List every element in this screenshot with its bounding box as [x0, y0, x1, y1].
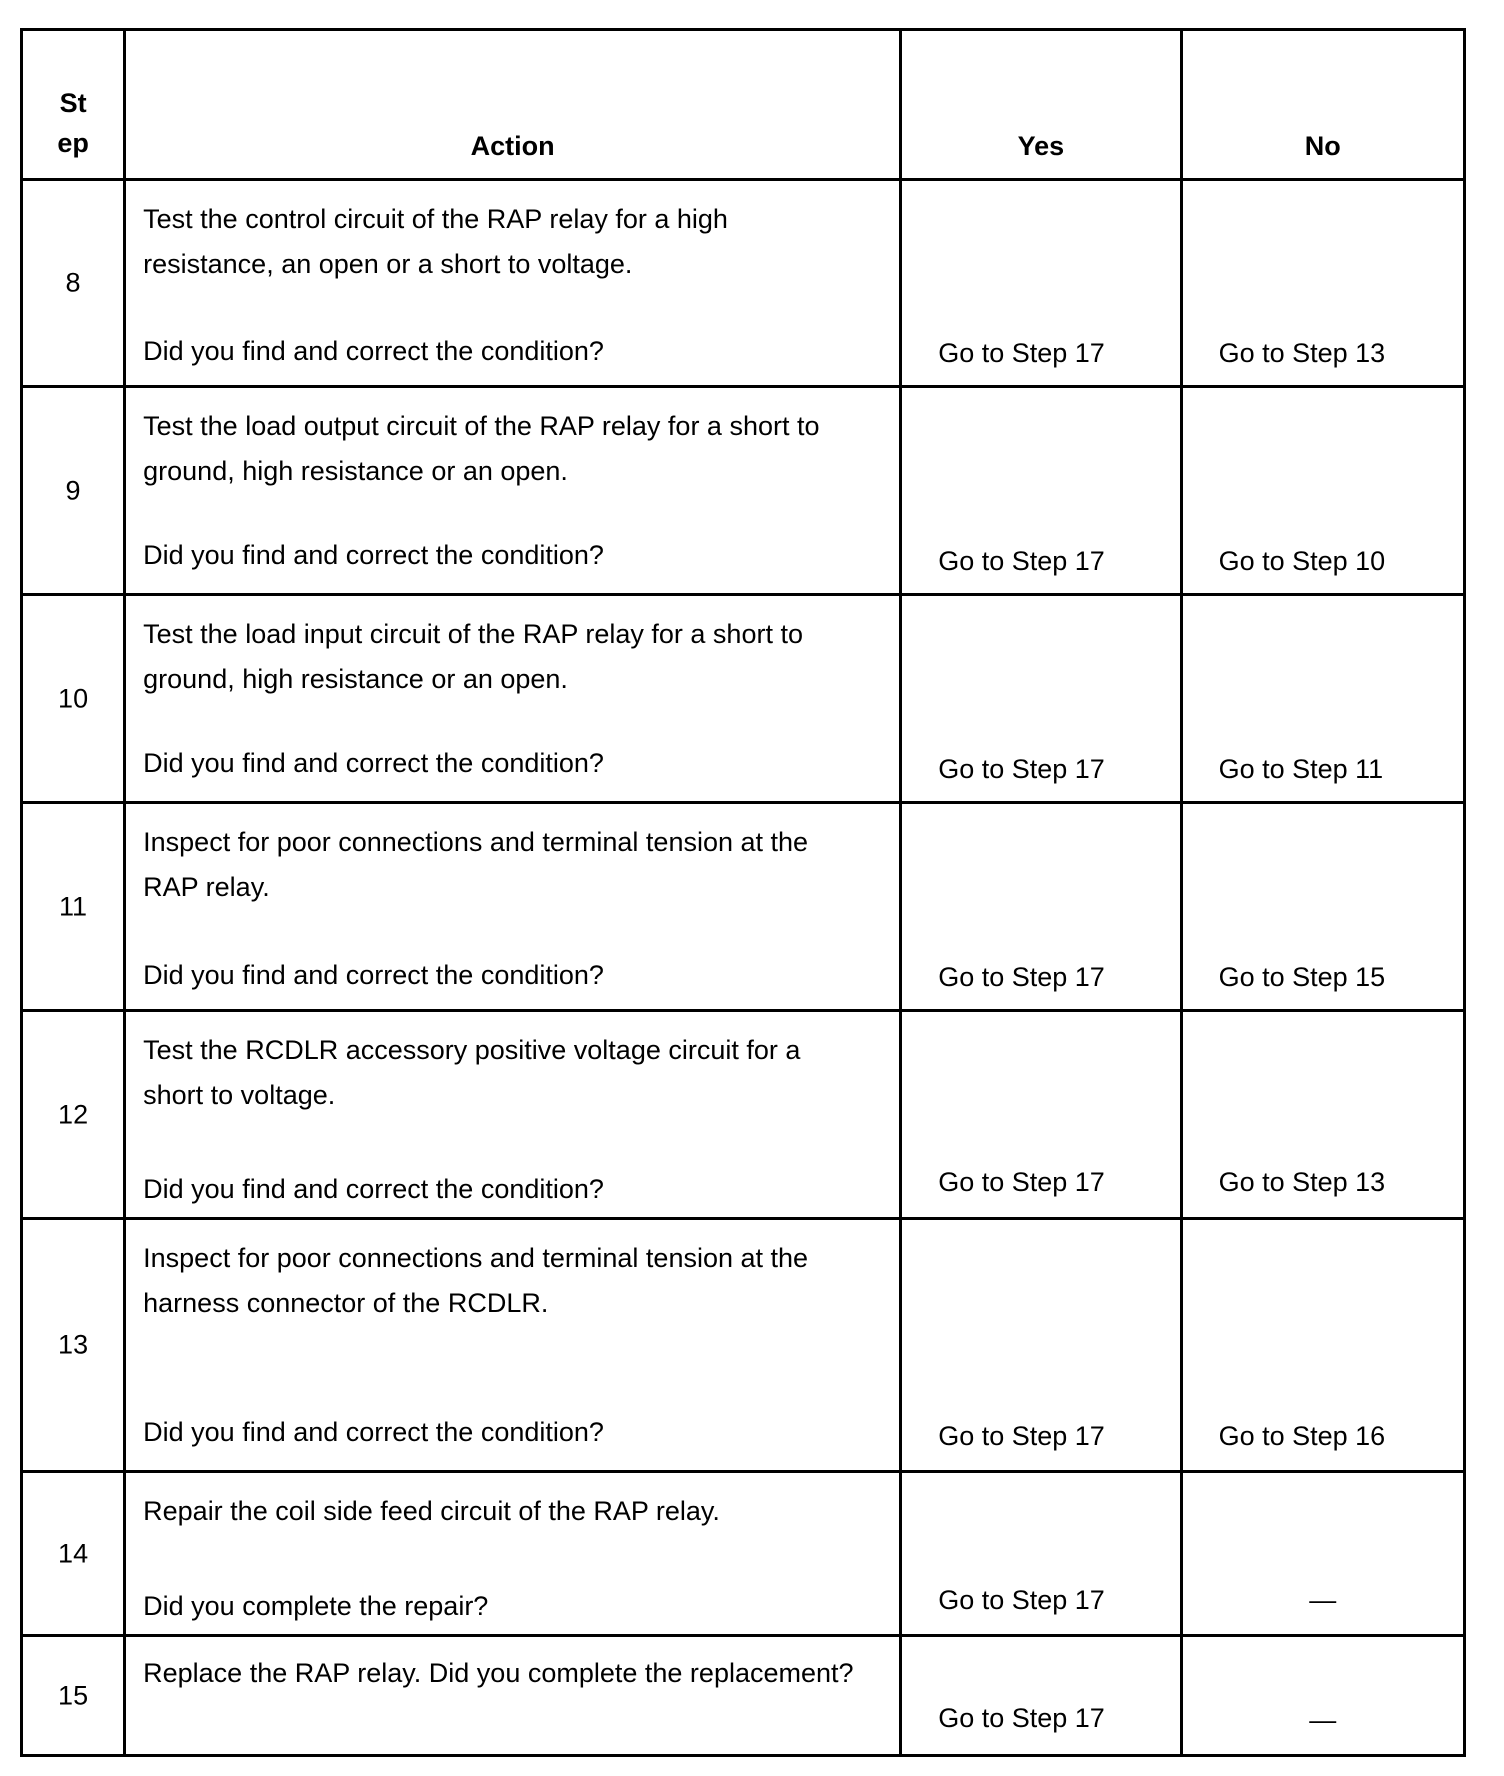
step-number: 8: [65, 267, 81, 298]
step-number: 13: [58, 1329, 89, 1360]
action-cell: [125, 1011, 901, 1219]
yes-cell: [901, 1472, 1181, 1636]
action-cell: [125, 595, 901, 803]
table-row: [22, 1219, 1465, 1472]
action-cell: [125, 1636, 901, 1756]
table-row: [22, 595, 1465, 803]
step-cell: [22, 387, 125, 595]
step-number: 11: [59, 891, 88, 921]
header-no-label: No: [1304, 131, 1341, 161]
yes-goto: Go to Step 17: [938, 1703, 1105, 1733]
header-step: [22, 30, 125, 180]
header-no: [1181, 30, 1464, 180]
diagnostic-steps-table: [20, 28, 1466, 1757]
table-row: [22, 803, 1465, 1011]
yes-goto: Go to Step 17: [938, 546, 1105, 576]
header-action-label: Action: [470, 131, 555, 161]
header-step-line1: St: [59, 88, 87, 118]
no-goto: Go to Step 13: [1218, 1167, 1386, 1197]
step-cell: [22, 1219, 125, 1472]
yes-goto: Go to Step 17: [938, 1585, 1105, 1615]
step-cell: [22, 803, 125, 1011]
yes-goto: Go to Step 17: [938, 1421, 1105, 1451]
no-goto: —: [1309, 1585, 1337, 1615]
action-cell: [125, 180, 901, 387]
no-goto: Go to Step 16: [1218, 1421, 1386, 1451]
yes-cell: [901, 387, 1181, 595]
action-text: Test the load input circuit of the RAP relay for a short to ground, high resistance or an open.: [143, 619, 803, 694]
no-cell: [1181, 1219, 1464, 1472]
action-text: Repair the coil side feed circuit of the RAP relay.: [143, 1496, 720, 1526]
table-row: [22, 1636, 1465, 1756]
action-text: Test the RCDLR accessory positive voltage circuit for a short to voltage.: [143, 1035, 801, 1110]
step-number: 15: [58, 1680, 89, 1710]
yes-cell: [901, 180, 1181, 387]
step-cell: [22, 1011, 125, 1219]
table-header-row: [22, 30, 1465, 180]
step-cell: [22, 180, 125, 387]
yes-cell: [901, 803, 1181, 1011]
no-cell: [1181, 1011, 1464, 1219]
yes-goto: Go to Step 17: [938, 338, 1105, 368]
step-cell: [22, 1636, 125, 1756]
no-goto: Go to Step 15: [1218, 962, 1386, 992]
no-goto: Go to Step 11: [1218, 754, 1384, 784]
yes-cell: [901, 1219, 1181, 1472]
action-text: Test the control circuit of the RAP relay for a high resistance, an open or a short to voltage.: [143, 204, 728, 279]
yes-cell: [901, 1636, 1181, 1756]
step-cell: [22, 1472, 125, 1636]
table-row: [22, 387, 1465, 595]
table-row: [22, 180, 1465, 387]
no-cell: [1181, 1472, 1464, 1636]
action-question: Did you find and correct the condition?: [143, 1417, 604, 1447]
action-text: Replace the RAP relay. Did you complete the replacement?: [143, 1658, 854, 1688]
no-cell: [1181, 387, 1464, 595]
step-cell: [22, 595, 125, 803]
yes-goto: Go to Step 17: [938, 754, 1105, 784]
header-yes-label: Yes: [1017, 131, 1065, 161]
action-question: Did you complete the repair?: [143, 1591, 489, 1621]
step-number: 14: [58, 1538, 89, 1568]
action-question: Did you find and correct the condition?: [143, 960, 604, 990]
yes-goto: Go to Step 17: [938, 962, 1105, 992]
step-number: 9: [65, 475, 81, 505]
action-question: Did you find and correct the condition?: [143, 748, 604, 778]
step-number: 10: [58, 683, 89, 713]
step-number: 12: [58, 1099, 89, 1129]
action-text: Inspect for poor connections and terminal tension at the harness connector of the RCDLR.: [143, 1243, 809, 1318]
no-goto: Go to Step 10: [1218, 546, 1386, 576]
action-cell: [125, 1472, 901, 1636]
action-question: Did you find and correct the condition?: [143, 1174, 604, 1204]
action-text: Test the load output circuit of the RAP relay for a short to ground, high resistance or an open.: [143, 411, 820, 486]
yes-cell: [901, 595, 1181, 803]
header-step-line2: ep: [57, 128, 89, 158]
action-cell: [125, 387, 901, 595]
no-cell: [1181, 595, 1464, 803]
action-cell: [125, 803, 901, 1011]
no-cell: [1181, 803, 1464, 1011]
yes-cell: [901, 1011, 1181, 1219]
header-action: [125, 30, 901, 180]
action-question: Did you find and correct the condition?: [143, 336, 604, 366]
action-cell: [125, 1219, 901, 1472]
no-goto: —: [1309, 1705, 1337, 1735]
table-row: [22, 1011, 1465, 1219]
yes-goto: Go to Step 17: [938, 1167, 1105, 1197]
no-cell: [1181, 1636, 1464, 1756]
no-cell: [1181, 180, 1464, 387]
header-yes: [901, 30, 1181, 180]
diagnostic-table-page: [20, 28, 1466, 1757]
no-goto: Go to Step 13: [1218, 338, 1386, 368]
action-text: Inspect for poor connections and terminal tension at the RAP relay.: [143, 827, 809, 902]
table-row: [22, 1472, 1465, 1636]
action-question: Did you find and correct the condition?: [143, 540, 604, 570]
